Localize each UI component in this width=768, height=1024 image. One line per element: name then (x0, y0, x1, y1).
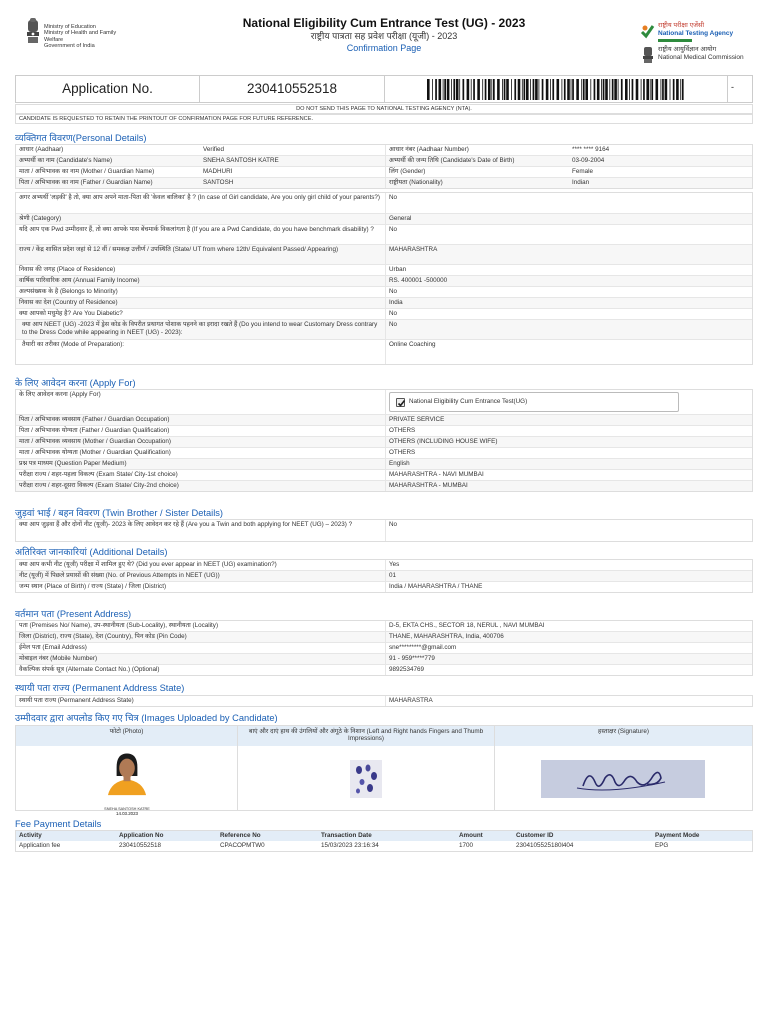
barcode-bar (535, 79, 538, 100)
barcode-bar (576, 79, 579, 100)
field-value: MAHARASTRA (385, 696, 752, 706)
field-label: निवास की जगह (Place of Residence) (19, 266, 116, 273)
nta-nmc-logo (640, 22, 750, 66)
personal-details-table (15, 144, 753, 189)
table-row (16, 654, 752, 665)
barcode-bar (493, 79, 495, 100)
field-value: sne*********@gmail.com (385, 643, 752, 653)
table-row (16, 437, 752, 448)
barcode-bar (612, 79, 614, 100)
barcode-bar (597, 79, 600, 100)
retain-note: CANDIDATE IS REQUESTED TO RETAIN THE PRINTOUT OF CONFIRMATION PAGE FOR FUTURE REFERENCE. (15, 114, 753, 124)
barcode-bar (546, 79, 549, 100)
barcode-bar (459, 79, 460, 100)
barcode-bar (670, 79, 671, 100)
field-label: क्या आप कभी नीट (यूजी) परीक्षा में शामिल हुए थे? (Did you ever appear in NEET (UG) examination?) (19, 561, 277, 568)
barcode-bar (533, 79, 535, 100)
field-label: वैकल्पिक संपर्क सूत्र (Alternate Contact No.) (Optional) (19, 666, 160, 673)
table-row (16, 390, 752, 415)
photo-caption-date: 14.03.2023 (116, 811, 138, 816)
field-label: क्या आप NEET (UG) -2023 में ड्रेस कोड के विपरीत प्रथागत पोशाक पहनने का इरादा रखते हैं (Do you intend to wear Customary Dress contrary to the Dress Code while appearing in NEET (UG) - 2023): (22, 321, 378, 336)
personal-details-extra-table (15, 192, 753, 365)
barcode-bar (471, 79, 472, 100)
field-label: माता / अभिभावक योग्यता (Mother / Guardian Qualification) (19, 449, 171, 456)
table-cell: CPACOPMTW0 (220, 842, 265, 849)
barcode-bar (629, 79, 630, 100)
field-label: आधार (Aadhaar) (19, 146, 64, 153)
table-row (16, 560, 752, 571)
barcode-bar (676, 79, 679, 100)
field-value: SNEHA SANTOSH KATRE (203, 157, 279, 164)
table-row (16, 696, 752, 706)
field-label: तैयारी का तरीका (Mode of Preparation): (22, 341, 125, 348)
table-row (16, 245, 752, 265)
barcode-bar (572, 79, 574, 100)
candidate-photo (101, 750, 153, 816)
field-value: OTHERS (385, 448, 752, 458)
field-label: पता (Premises No/ Name), उप-स्थानीयता (Sub-Locality), स्थानीयता (Locality) (19, 622, 219, 629)
fee-payment-heading: Fee Payment Details (15, 819, 102, 829)
field-value: Verified (203, 146, 225, 153)
table-row (16, 426, 752, 437)
field-value: No (385, 520, 752, 541)
field-label: राज्य / केंद्र शासित प्रदेश जहां से 12 वीं / समकक्ष उत्तीर्ण / उपस्थिति (State/ UT from where 12th/ Equivalent Passed/ Appearing) (19, 246, 339, 253)
field-value: Indian (572, 179, 590, 186)
nta-name-hindi: राष्ट्रीय परीक्षा एजेंसी (658, 22, 705, 29)
barcode-bar (504, 79, 506, 100)
barcode-bar (467, 79, 470, 100)
table-row (16, 276, 752, 287)
thumb-impression-column (238, 726, 495, 810)
table-cell: 15/03/2023 23:16:34 (321, 842, 379, 849)
ministry-line-3: Government of India (44, 42, 95, 49)
photo-caption-name: SNEHA SANTOSH KATRE (104, 807, 150, 811)
field-label: अल्पसंख्यक के है (Belongs to Minority) (19, 288, 118, 295)
table-cell: 1700 (459, 842, 474, 849)
nta-name-english: National Testing Agency (658, 30, 734, 37)
field-label: ईमेल पता (Email Address) (19, 644, 87, 651)
field-value: 03-09-2004 (572, 157, 605, 164)
barcode-bar (601, 79, 602, 100)
photo-column (16, 726, 238, 816)
apply-for-option (385, 390, 752, 414)
field-label: परीक्षा राज्य / शहर-दूसरा विकल्प (Exam State/ City-2nd choice) (19, 482, 179, 489)
field-value: 01 (385, 571, 752, 581)
application-no-label: Application No. (16, 76, 200, 102)
table-cell: 230410552518 (119, 842, 162, 849)
barcode-bar (656, 79, 659, 100)
barcode-bar (506, 79, 509, 100)
barcode-bar (646, 79, 649, 100)
field-value: Online Coaching (385, 340, 752, 364)
field-value: 91 - 959*****779 (385, 654, 752, 664)
table-row (16, 415, 752, 426)
field-value: General (385, 214, 752, 224)
field-label: मोबाइल नंबर (Mobile Number) (19, 655, 98, 662)
barcode-bar (526, 79, 529, 100)
field-label: आधार नंबर (Aadhaar Number) (385, 145, 569, 155)
column-header: Application No (119, 832, 164, 839)
barcode-bar (621, 79, 623, 100)
additional-details-heading: अतिरिक्त जानकारियां (Additional Details) (15, 547, 168, 557)
barcode-bar (594, 79, 596, 100)
field-value: No (385, 225, 752, 244)
table-row (16, 193, 752, 214)
present-address-heading: वर्तमान पता (Present Address) (15, 609, 132, 619)
field-label: नीट (यूजी) में पिछले प्रयासों की संख्या (No. of Previous Attempts in NEET (UG)) (19, 572, 220, 579)
barcode-bar (444, 79, 446, 100)
field-value: No (385, 193, 752, 213)
barcode-bar (682, 79, 684, 100)
barcode-bar (651, 79, 653, 100)
field-value: OTHERS (INCLUDING HOUSE WIFE) (385, 437, 752, 447)
field-label: अभ्यर्थी की जन्म तिथि (Candidate's Date of Birth) (385, 156, 569, 166)
table-row (16, 470, 752, 481)
barcode-bar (485, 79, 487, 100)
table-row (16, 167, 752, 178)
table-row (16, 582, 752, 592)
page-header (0, 0, 768, 72)
field-value: India / MAHARASHTRA / THANE (385, 582, 752, 592)
field-value: Yes (385, 560, 752, 570)
column-header: Activity (19, 832, 42, 839)
table-cell: EPG (655, 842, 669, 849)
additional-details-table (15, 559, 753, 593)
barcode-bar (518, 79, 521, 100)
table-row (16, 298, 752, 309)
nta-logo-icon (640, 24, 655, 39)
field-value: English (385, 459, 752, 469)
apply-for-option-label: National Eligibility Cum Entrance Test(UG) (409, 398, 528, 405)
column-header: Reference No (220, 832, 261, 839)
barcode-bar (603, 79, 605, 100)
barcode-bar (488, 79, 491, 100)
barcode-bar (585, 79, 588, 100)
field-label: अभ्यर्थी का नाम (Candidate's Name) (19, 157, 113, 164)
table-row (16, 481, 752, 491)
barcode-bar (453, 79, 455, 100)
page-title: National Eligibility Cum Entrance Test (UG) - 2023 (242, 16, 526, 30)
nta-underline (658, 39, 692, 42)
barcode-bar (618, 79, 619, 100)
barcode-bar (456, 79, 459, 100)
column-header: Amount (459, 832, 483, 839)
barcode-bar (542, 79, 544, 100)
nmc-name-hindi: राष्ट्रीय आयुर्विज्ञान आयोग (658, 46, 717, 53)
nmc-emblem-icon (642, 46, 654, 64)
field-value: MAHARASHTRA (385, 245, 752, 264)
field-value: Urban (385, 265, 752, 275)
field-label: निवास का देश (Country of Residence) (19, 299, 118, 306)
barcode-bar (590, 79, 591, 100)
field-label: राष्ट्रीयता (Nationality) (385, 178, 569, 188)
field-value: **** **** 9164 (572, 146, 610, 153)
field-label: क्या आप जुड़वा हैं और दोनों नीट (यूजी)- 2023 के लिए आवेदन कर रहे हैं (Are you a Twin and both applying for NEET (UG) – 2023) ? (19, 521, 353, 528)
table-row (16, 145, 752, 156)
table-row (16, 632, 752, 643)
barcode-bar (605, 79, 608, 100)
permanent-address-heading: स्थायी पता राज्य (Permanent Address State) (15, 683, 185, 693)
signature-label: हस्ताक्षर (Signature) (495, 726, 752, 746)
page-title-hindi: राष्ट्रीय पात्रता सह प्रवेश परीक्षा (यूजी) - 2023 (310, 31, 458, 41)
barcode-bar (451, 79, 452, 100)
application-extra: - (731, 82, 734, 92)
barcode-bar (625, 79, 628, 100)
barcode-bar (539, 79, 540, 100)
application-no-value: 230410552518 (200, 76, 385, 102)
uploaded-images-table (15, 725, 753, 816)
barcode-bar (502, 79, 503, 100)
barcode-cell (385, 76, 728, 102)
field-label: क्या आपको मधुमेह है? Are You Diabetic? (19, 310, 123, 317)
barcode-bar (447, 79, 450, 100)
barcode-bar (477, 79, 480, 100)
field-value: No (385, 320, 752, 339)
barcode-bar (564, 79, 566, 100)
table-row (16, 178, 752, 188)
field-value: D-5, EKTA CHS., SECTOR 18, NERUL , NAVI MUMBAI (385, 621, 752, 631)
apply-for-table (15, 389, 753, 492)
field-label: लिंग (Gender) (385, 167, 569, 177)
ministry-logo (24, 18, 134, 50)
field-label: श्रेणी (Category) (19, 215, 62, 222)
column-header: Customer ID (516, 832, 554, 839)
field-label: परीक्षा राज्य / शहर-पहला विकल्प (Exam State/ City-1st choice) (19, 471, 178, 478)
field-label: माता / अभिभावक का नाम (Mother / Guardian Name) (19, 168, 155, 175)
barcode-bar (632, 79, 634, 100)
table-row (16, 340, 752, 364)
apply-for-option-box (389, 392, 679, 412)
barcode-bar (680, 79, 681, 100)
barcode-bar (473, 79, 475, 100)
apply-for-checkbox[interactable] (396, 398, 405, 407)
field-label: के लिए आवेदन करना (Apply For) (19, 391, 101, 398)
column-header: Transaction Date (321, 832, 372, 839)
field-value: MAHARASHTRA - NAVI MUMBAI (385, 470, 752, 480)
application-number-box (15, 75, 753, 103)
permanent-address-table (15, 695, 753, 707)
ministry-line-2: Ministry of Health and Family Welfare (44, 30, 117, 43)
field-value: MAHARASHTRA - MUMBAI (385, 481, 752, 491)
barcode-bar (661, 79, 662, 100)
field-value: OTHERS (385, 426, 752, 436)
barcode-bar (439, 79, 442, 100)
table-row (16, 320, 752, 340)
do-not-send-note: DO NOT SEND THIS PAGE TO NATIONAL TESTING AGENCY (NTA). (15, 104, 753, 114)
column-header: Payment Mode (655, 832, 700, 839)
photo-label: फोटो (Photo) (16, 726, 237, 746)
barcode-bar (514, 79, 516, 100)
field-label: पिता / अभिभावक व्यवसाय (Father / Guardian Occupation) (19, 416, 170, 423)
field-value: 9892534769 (385, 665, 752, 675)
barcode-bar (583, 79, 585, 100)
barcode-bar (427, 79, 430, 100)
table-row (16, 459, 752, 470)
page-subtitle: Confirmation Page (346, 43, 422, 53)
table-row (16, 448, 752, 459)
thumb-impression-label: बाएं और दाएं हाथ की उंगलियों और अंगूठे के निशान (Left and Right hands Fingers and Thumb Impressions) (238, 726, 494, 746)
ashoka-emblem-icon (24, 18, 42, 48)
barcode-bar (550, 79, 551, 100)
barcode-bar (524, 79, 526, 100)
field-value: Female (572, 168, 593, 175)
table-row (16, 571, 752, 582)
barcode-bar (567, 79, 570, 100)
checkmark-icon (397, 399, 406, 408)
barcode-bar (643, 79, 645, 100)
barcode-bar (581, 79, 582, 100)
table-row (16, 225, 752, 245)
uploaded-images-heading: उम्मीदवार द्वारा अपलोड किए गए चित्र (Images Uploaded by Candidate) (15, 713, 278, 723)
table-row (16, 265, 752, 276)
barcode-bar (571, 79, 572, 100)
apply-for-heading: के लिए आवेदन करना (Apply For) (15, 378, 136, 388)
personal-details-heading: व्यक्तिगत विवरण(Personal Details) (15, 133, 147, 143)
field-label: जिला (District), राज्य (State), देश (Country), पिन कोड (Pin Code) (19, 633, 187, 640)
table-row (16, 214, 752, 225)
fee-payment-table (15, 830, 753, 852)
table-row (16, 156, 752, 167)
barcode-bar (609, 79, 610, 100)
table-cell: Application fee (19, 842, 61, 849)
barcode-bar (641, 79, 642, 100)
field-value: PRIVATE SERVICE (385, 415, 752, 425)
field-label: प्रश्न पत्र माध्यम (Question Paper Medium) (19, 460, 127, 467)
field-label: माता / अभिभावक व्यवसाय (Mother / Guardian Occupation) (19, 438, 172, 445)
barcode-bar (650, 79, 651, 100)
table-row (16, 841, 752, 851)
twin-details-table (15, 519, 753, 542)
field-label: अगर अभ्यर्थी 'लड़की' है तो, क्या आप अपने माता-पिता की 'केवल बालिका' है ? (In case of Girl candidate, Are you only girl child of your parents?) (19, 194, 380, 201)
barcode-bar (463, 79, 465, 100)
table-row (16, 665, 752, 675)
barcode-bar (636, 79, 639, 100)
table-row (16, 287, 752, 298)
fee-table-header (16, 831, 752, 841)
field-value: MADHURI (203, 168, 233, 175)
field-label: वार्षिक पारिवारिक आय (Annual Family Income) (19, 277, 140, 284)
barcode-bar (511, 79, 512, 100)
barcode-bar (443, 79, 444, 100)
barcode-bar (482, 79, 483, 100)
field-label: स्थायी पता राज्य (Permanent Address State) (19, 697, 134, 704)
table-row (16, 309, 752, 320)
signature-icon (541, 760, 705, 798)
field-value: No (385, 309, 752, 319)
field-label: जन्म स्थान (Place of Birth) / राज्य (State) / जिला (District) (19, 583, 167, 590)
field-value: RS. 400001 -500000 (385, 276, 752, 286)
table-row (16, 520, 752, 541)
barcode-bar (497, 79, 500, 100)
barcode-bar (435, 79, 437, 100)
nmc-name-english: National Medical Commission (658, 54, 744, 61)
field-label: पिता / अभिभावक का नाम (Father / Guardian Name) (19, 179, 153, 186)
twin-details-heading: जुड़वां भाई / बहन विवरण (Twin Brother / Sister Details) (15, 508, 224, 518)
barcode-bar (522, 79, 523, 100)
present-address-table (15, 620, 753, 676)
barcode-bar (530, 79, 531, 100)
candidate-photo-icon (101, 750, 153, 802)
barcode-bar (432, 79, 433, 100)
field-value: THANE, MAHARASHTRA, India, 400706 (385, 632, 752, 642)
field-label: यदि आप एक Pwd उम्मीदवार हैं, तो क्या आपके पास बेंचमार्क विकलांगता है (If you are a Pwd Candidate, do you have benchmark disability) ? (19, 226, 374, 233)
ministry-line-1: Ministry of Education (44, 24, 96, 30)
barcode-bar (673, 79, 675, 100)
barcode-bar (614, 79, 617, 100)
barcode-bar (562, 79, 563, 100)
barcode-bar (665, 79, 668, 100)
field-label: पिता / अभिभावक योग्यता (Father / Guardian Qualification) (19, 427, 170, 434)
table-row (16, 621, 752, 632)
signature-column (495, 726, 752, 810)
field-value: India (385, 298, 752, 308)
barcode-bar (662, 79, 664, 100)
field-value: No (385, 287, 752, 297)
barcode-icon (427, 79, 685, 100)
barcode-bar (552, 79, 554, 100)
table-row (16, 643, 752, 654)
table-cell: 2304105525180l404 (516, 842, 574, 849)
barcode-bar (491, 79, 492, 100)
field-value: SANTOSH (203, 179, 234, 186)
barcode-bar (557, 79, 560, 100)
thumb-impression-icon (350, 760, 382, 798)
